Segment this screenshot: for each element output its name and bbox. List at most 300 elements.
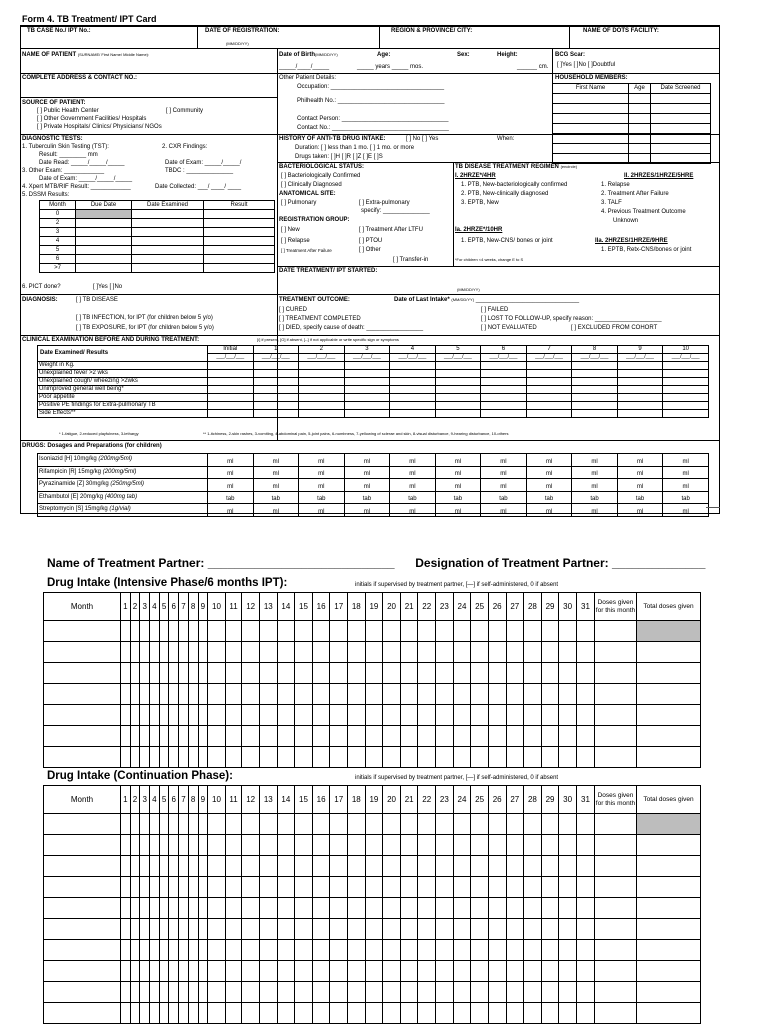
drug-unit-cell[interactable]: ml (208, 479, 254, 492)
intake-cell[interactable] (242, 642, 260, 663)
intake-cell[interactable] (277, 940, 295, 961)
intake-cell[interactable] (121, 877, 131, 898)
intake-cell[interactable] (179, 747, 189, 768)
intake-cell[interactable] (595, 835, 637, 856)
intake-cell[interactable] (453, 856, 471, 877)
drug-unit-cell[interactable]: ml (663, 466, 709, 479)
intake-cell[interactable] (140, 814, 150, 835)
intake-cell[interactable] (277, 982, 295, 1003)
intake-cell[interactable] (208, 642, 226, 663)
intake-cell[interactable] (348, 940, 366, 961)
intake-cell[interactable] (348, 663, 366, 684)
intake-cell[interactable] (330, 621, 348, 642)
intake-cell[interactable] (524, 663, 542, 684)
intake-cell[interactable] (488, 705, 506, 726)
intake-cell[interactable] (44, 814, 121, 835)
intake-cell[interactable] (595, 726, 637, 747)
intake-cell[interactable] (225, 684, 242, 705)
clinical-cell[interactable] (481, 378, 527, 386)
intake-cell[interactable] (295, 898, 313, 919)
intake-cell[interactable] (312, 621, 330, 642)
intake-cell[interactable] (121, 621, 131, 642)
intake-cell[interactable] (436, 982, 454, 1003)
intake-cell[interactable] (330, 642, 348, 663)
drug-unit-cell[interactable]: ml (617, 466, 663, 479)
drug-unit-cell[interactable]: ml (344, 466, 390, 479)
intake-cell[interactable] (418, 621, 436, 642)
intake-cell[interactable] (488, 898, 506, 919)
clinical-cell[interactable] (208, 370, 254, 378)
intake-cell[interactable] (637, 814, 701, 835)
intake-cell[interactable] (400, 642, 418, 663)
intake-cell[interactable] (259, 961, 277, 982)
intake-cell[interactable] (242, 1003, 260, 1024)
intake-cell[interactable] (348, 835, 366, 856)
intake-cell[interactable] (595, 1003, 637, 1024)
intake-cell[interactable] (506, 856, 524, 877)
drug-unit-cell[interactable]: ml (299, 466, 345, 479)
intake-cell[interactable] (159, 940, 169, 961)
intake-cell[interactable] (453, 621, 471, 642)
clinical-cell[interactable] (299, 362, 345, 370)
intake-cell[interactable] (418, 856, 436, 877)
drug-unit-cell[interactable]: ml (299, 504, 345, 517)
intake-cell[interactable] (576, 642, 594, 663)
intake-cell[interactable] (242, 747, 260, 768)
intake-cell[interactable] (179, 642, 189, 663)
intake-cell[interactable] (541, 898, 559, 919)
intake-cell[interactable] (471, 919, 489, 940)
intake-cell[interactable] (595, 940, 637, 961)
intake-cell[interactable] (259, 621, 277, 642)
intake-cell[interactable] (150, 835, 160, 856)
intake-cell[interactable] (225, 877, 242, 898)
drug-unit-cell[interactable]: ml (526, 466, 572, 479)
intake-cell[interactable] (130, 621, 140, 642)
intake-cell[interactable] (159, 961, 169, 982)
intake-cell[interactable] (436, 856, 454, 877)
intake-cell[interactable] (295, 856, 313, 877)
intake-cell[interactable] (242, 940, 260, 961)
intake-cell[interactable] (400, 726, 418, 747)
intake-cell[interactable] (330, 814, 348, 835)
clinical-cell[interactable] (253, 370, 299, 378)
intake-cell[interactable] (488, 726, 506, 747)
intake-cell[interactable] (312, 877, 330, 898)
drug-unit-cell[interactable]: ml (617, 479, 663, 492)
intake-cell[interactable] (595, 747, 637, 768)
intake-cell[interactable] (225, 705, 242, 726)
intake-cell[interactable] (453, 898, 471, 919)
intake-cell[interactable] (277, 726, 295, 747)
clinical-cell[interactable] (344, 394, 390, 402)
intake-cell[interactable] (400, 940, 418, 961)
intake-cell[interactable] (130, 856, 140, 877)
intake-cell[interactable] (295, 961, 313, 982)
intake-cell[interactable] (277, 856, 295, 877)
intake-cell[interactable] (383, 747, 401, 768)
intake-cell[interactable] (312, 663, 330, 684)
intake-cell[interactable] (524, 621, 542, 642)
clinical-cell[interactable] (253, 410, 299, 418)
intake-cell[interactable] (140, 835, 150, 856)
intake-cell[interactable] (348, 621, 366, 642)
intake-cell[interactable] (188, 940, 198, 961)
intake-cell[interactable] (471, 1003, 489, 1024)
intake-cell[interactable] (595, 919, 637, 940)
intake-cell[interactable] (576, 835, 594, 856)
intake-cell[interactable] (365, 961, 383, 982)
intake-cell[interactable] (637, 621, 701, 642)
intake-cell[interactable] (506, 705, 524, 726)
intake-cell[interactable] (121, 1003, 131, 1024)
intake-cell[interactable] (208, 898, 226, 919)
intake-cell[interactable] (471, 835, 489, 856)
intake-cell[interactable] (418, 961, 436, 982)
intake-cell[interactable] (140, 642, 150, 663)
clinical-cell[interactable] (526, 386, 572, 394)
intake-cell[interactable] (169, 642, 179, 663)
clinical-cell[interactable] (663, 362, 709, 370)
clinical-cell[interactable] (526, 402, 572, 410)
intake-cell[interactable] (121, 663, 131, 684)
intake-cell[interactable] (208, 747, 226, 768)
intake-cell[interactable] (277, 1003, 295, 1024)
intake-cell[interactable] (559, 642, 577, 663)
intake-cell[interactable] (541, 642, 559, 663)
intake-cell[interactable] (121, 856, 131, 877)
intake-cell[interactable] (506, 919, 524, 940)
intake-cell[interactable] (330, 919, 348, 940)
intake-cell[interactable] (259, 705, 277, 726)
intake-cell[interactable] (179, 940, 189, 961)
clinical-cell[interactable] (299, 410, 345, 418)
intake-cell[interactable] (159, 919, 169, 940)
intake-cell[interactable] (295, 684, 313, 705)
intake-cell[interactable] (471, 663, 489, 684)
intake-cell[interactable] (225, 621, 242, 642)
intake-cell[interactable] (312, 898, 330, 919)
clinical-cell[interactable] (299, 402, 345, 410)
intake-cell[interactable] (330, 940, 348, 961)
intake-cell[interactable] (225, 1003, 242, 1024)
intake-cell[interactable] (365, 898, 383, 919)
clinical-cell[interactable] (390, 410, 436, 418)
intake-cell[interactable] (559, 898, 577, 919)
drug-unit-cell[interactable]: ml (390, 504, 436, 517)
intake-cell[interactable] (179, 898, 189, 919)
intake-cell[interactable] (225, 856, 242, 877)
clinical-cell[interactable] (572, 386, 618, 394)
intake-cell[interactable] (179, 961, 189, 982)
intake-cell[interactable] (637, 898, 701, 919)
intake-cell[interactable] (188, 726, 198, 747)
intake-cell[interactable] (198, 961, 208, 982)
clinical-cell[interactable] (481, 402, 527, 410)
intake-cell[interactable] (169, 898, 179, 919)
intake-cell[interactable] (259, 877, 277, 898)
intake-cell[interactable] (595, 814, 637, 835)
intake-cell[interactable] (453, 642, 471, 663)
drug-unit-cell[interactable]: ml (526, 479, 572, 492)
intake-cell[interactable] (383, 663, 401, 684)
clinical-cell[interactable] (208, 362, 254, 370)
intake-cell[interactable] (637, 726, 701, 747)
clinical-cell[interactable] (435, 378, 481, 386)
drug-unit-cell[interactable]: tab (663, 491, 709, 504)
clinical-cell[interactable] (435, 402, 481, 410)
intake-cell[interactable] (383, 642, 401, 663)
intake-cell[interactable] (295, 835, 313, 856)
intake-cell[interactable] (383, 705, 401, 726)
intake-cell[interactable] (436, 705, 454, 726)
intake-cell[interactable] (436, 726, 454, 747)
intake-cell[interactable] (348, 726, 366, 747)
intake-cell[interactable] (506, 814, 524, 835)
intake-cell[interactable] (559, 919, 577, 940)
intake-cell[interactable] (471, 877, 489, 898)
intake-cell[interactable] (121, 642, 131, 663)
intake-cell[interactable] (150, 705, 160, 726)
intake-cell[interactable] (559, 684, 577, 705)
clinical-cell[interactable] (208, 402, 254, 410)
intake-cell[interactable] (312, 940, 330, 961)
intake-cell[interactable] (418, 919, 436, 940)
intake-cell[interactable] (436, 877, 454, 898)
intake-cell[interactable] (595, 663, 637, 684)
intake-cell[interactable] (436, 961, 454, 982)
intake-cell[interactable] (312, 982, 330, 1003)
intake-cell[interactable] (225, 642, 242, 663)
intake-cell[interactable] (418, 705, 436, 726)
intake-cell[interactable] (140, 898, 150, 919)
intake-cell[interactable] (312, 835, 330, 856)
intake-cell[interactable] (506, 982, 524, 1003)
intake-cell[interactable] (169, 961, 179, 982)
drug-unit-cell[interactable]: tab (526, 491, 572, 504)
intake-cell[interactable] (524, 814, 542, 835)
intake-cell[interactable] (242, 684, 260, 705)
intake-cell[interactable] (365, 642, 383, 663)
intake-cell[interactable] (169, 814, 179, 835)
intake-cell[interactable] (121, 747, 131, 768)
intake-cell[interactable] (277, 814, 295, 835)
intake-cell[interactable] (330, 856, 348, 877)
intake-cell[interactable] (471, 747, 489, 768)
drug-unit-cell[interactable]: ml (572, 504, 618, 517)
intake-cell[interactable] (471, 898, 489, 919)
intake-cell[interactable] (295, 621, 313, 642)
intake-cell[interactable] (559, 982, 577, 1003)
intake-cell[interactable] (295, 919, 313, 940)
intake-cell[interactable] (330, 982, 348, 1003)
clinical-cell[interactable] (572, 370, 618, 378)
intake-cell[interactable] (188, 877, 198, 898)
intake-cell[interactable] (169, 982, 179, 1003)
intake-cell[interactable] (400, 705, 418, 726)
intake-cell[interactable] (225, 814, 242, 835)
intake-cell[interactable] (330, 835, 348, 856)
intake-cell[interactable] (436, 747, 454, 768)
intake-cell[interactable] (383, 961, 401, 982)
intake-cell[interactable] (524, 835, 542, 856)
intake-cell[interactable] (348, 642, 366, 663)
intake-cell[interactable] (169, 1003, 179, 1024)
intake-cell[interactable] (541, 982, 559, 1003)
intake-cell[interactable] (44, 961, 121, 982)
intake-cell[interactable] (259, 642, 277, 663)
intake-cell[interactable] (242, 663, 260, 684)
intake-cell[interactable] (576, 621, 594, 642)
intake-cell[interactable] (225, 940, 242, 961)
intake-cell[interactable] (506, 747, 524, 768)
clinical-cell[interactable] (526, 378, 572, 386)
drug-unit-cell[interactable]: ml (435, 466, 481, 479)
intake-cell[interactable] (637, 856, 701, 877)
intake-cell[interactable] (471, 940, 489, 961)
intake-cell[interactable] (169, 835, 179, 856)
intake-cell[interactable] (576, 726, 594, 747)
intake-cell[interactable] (312, 919, 330, 940)
intake-cell[interactable] (524, 982, 542, 1003)
intake-cell[interactable] (150, 726, 160, 747)
intake-cell[interactable] (576, 961, 594, 982)
clinical-cell[interactable] (572, 378, 618, 386)
intake-cell[interactable] (541, 684, 559, 705)
intake-cell[interactable] (159, 726, 169, 747)
intake-cell[interactable] (330, 898, 348, 919)
intake-cell[interactable] (436, 940, 454, 961)
clinical-cell[interactable] (481, 370, 527, 378)
intake-cell[interactable] (506, 961, 524, 982)
intake-cell[interactable] (259, 726, 277, 747)
intake-cell[interactable] (348, 705, 366, 726)
intake-cell[interactable] (541, 835, 559, 856)
intake-cell[interactable] (198, 814, 208, 835)
intake-cell[interactable] (130, 982, 140, 1003)
intake-cell[interactable] (169, 747, 179, 768)
clinical-cell[interactable] (526, 362, 572, 370)
intake-cell[interactable] (488, 835, 506, 856)
intake-cell[interactable] (453, 705, 471, 726)
intake-cell[interactable] (259, 982, 277, 1003)
clinical-cell[interactable] (617, 362, 663, 370)
intake-cell[interactable] (169, 663, 179, 684)
intake-cell[interactable] (277, 705, 295, 726)
intake-cell[interactable] (225, 663, 242, 684)
intake-cell[interactable] (524, 726, 542, 747)
intake-cell[interactable] (576, 919, 594, 940)
intake-cell[interactable] (179, 856, 189, 877)
intake-cell[interactable] (453, 747, 471, 768)
intake-cell[interactable] (179, 835, 189, 856)
intake-cell[interactable] (436, 898, 454, 919)
intake-cell[interactable] (436, 835, 454, 856)
intake-cell[interactable] (208, 621, 226, 642)
intake-cell[interactable] (506, 621, 524, 642)
intake-cell[interactable] (179, 814, 189, 835)
intake-cell[interactable] (348, 856, 366, 877)
drug-unit-cell[interactable]: tab (208, 491, 254, 504)
intake-cell[interactable] (436, 621, 454, 642)
intake-cell[interactable] (453, 684, 471, 705)
intake-cell[interactable] (259, 1003, 277, 1024)
intake-cell[interactable] (576, 856, 594, 877)
intake-cell[interactable] (150, 961, 160, 982)
intake-cell[interactable] (44, 726, 121, 747)
intake-cell[interactable] (453, 1003, 471, 1024)
clinical-cell[interactable] (253, 362, 299, 370)
intake-cell[interactable] (188, 621, 198, 642)
intake-cell[interactable] (150, 919, 160, 940)
clinical-cell[interactable] (344, 370, 390, 378)
clinical-cell[interactable] (617, 402, 663, 410)
intake-cell[interactable] (383, 877, 401, 898)
clinical-cell[interactable] (435, 362, 481, 370)
intake-cell[interactable] (365, 684, 383, 705)
intake-cell[interactable] (150, 982, 160, 1003)
intake-cell[interactable] (383, 621, 401, 642)
intake-cell[interactable] (130, 642, 140, 663)
clinical-cell[interactable] (481, 362, 527, 370)
intake-cell[interactable] (559, 663, 577, 684)
intake-cell[interactable] (576, 898, 594, 919)
intake-cell[interactable] (541, 877, 559, 898)
intake-cell[interactable] (595, 877, 637, 898)
intake-cell[interactable] (312, 747, 330, 768)
intake-cell[interactable] (559, 1003, 577, 1024)
intake-cell[interactable] (150, 663, 160, 684)
clinical-cell[interactable] (299, 370, 345, 378)
intake-cell[interactable] (576, 663, 594, 684)
intake-cell[interactable] (169, 919, 179, 940)
intake-cell[interactable] (312, 1003, 330, 1024)
clinical-cell[interactable] (390, 386, 436, 394)
clinical-cell[interactable] (435, 394, 481, 402)
intake-cell[interactable] (348, 814, 366, 835)
intake-cell[interactable] (225, 982, 242, 1003)
clinical-cell[interactable] (299, 378, 345, 386)
intake-cell[interactable] (541, 747, 559, 768)
clinical-cell[interactable] (390, 394, 436, 402)
intake-cell[interactable] (208, 982, 226, 1003)
intake-cell[interactable] (169, 877, 179, 898)
intake-cell[interactable] (348, 1003, 366, 1024)
intake-cell[interactable] (330, 877, 348, 898)
drug-unit-cell[interactable]: ml (390, 454, 436, 467)
intake-cell[interactable] (198, 705, 208, 726)
intake-cell[interactable] (383, 726, 401, 747)
intake-cell[interactable] (559, 856, 577, 877)
intake-cell[interactable] (277, 747, 295, 768)
intake-cell[interactable] (524, 747, 542, 768)
intake-cell[interactable] (277, 919, 295, 940)
clinical-cell[interactable] (572, 394, 618, 402)
intake-cell[interactable] (150, 940, 160, 961)
intake-cell[interactable] (559, 877, 577, 898)
intake-cell[interactable] (418, 726, 436, 747)
clinical-cell[interactable] (390, 402, 436, 410)
drug-unit-cell[interactable]: ml (663, 479, 709, 492)
intake-cell[interactable] (295, 705, 313, 726)
intake-cell[interactable] (348, 684, 366, 705)
intake-cell[interactable] (488, 982, 506, 1003)
intake-cell[interactable] (383, 982, 401, 1003)
intake-cell[interactable] (130, 961, 140, 982)
intake-cell[interactable] (383, 1003, 401, 1024)
intake-cell[interactable] (130, 898, 140, 919)
intake-cell[interactable] (471, 856, 489, 877)
